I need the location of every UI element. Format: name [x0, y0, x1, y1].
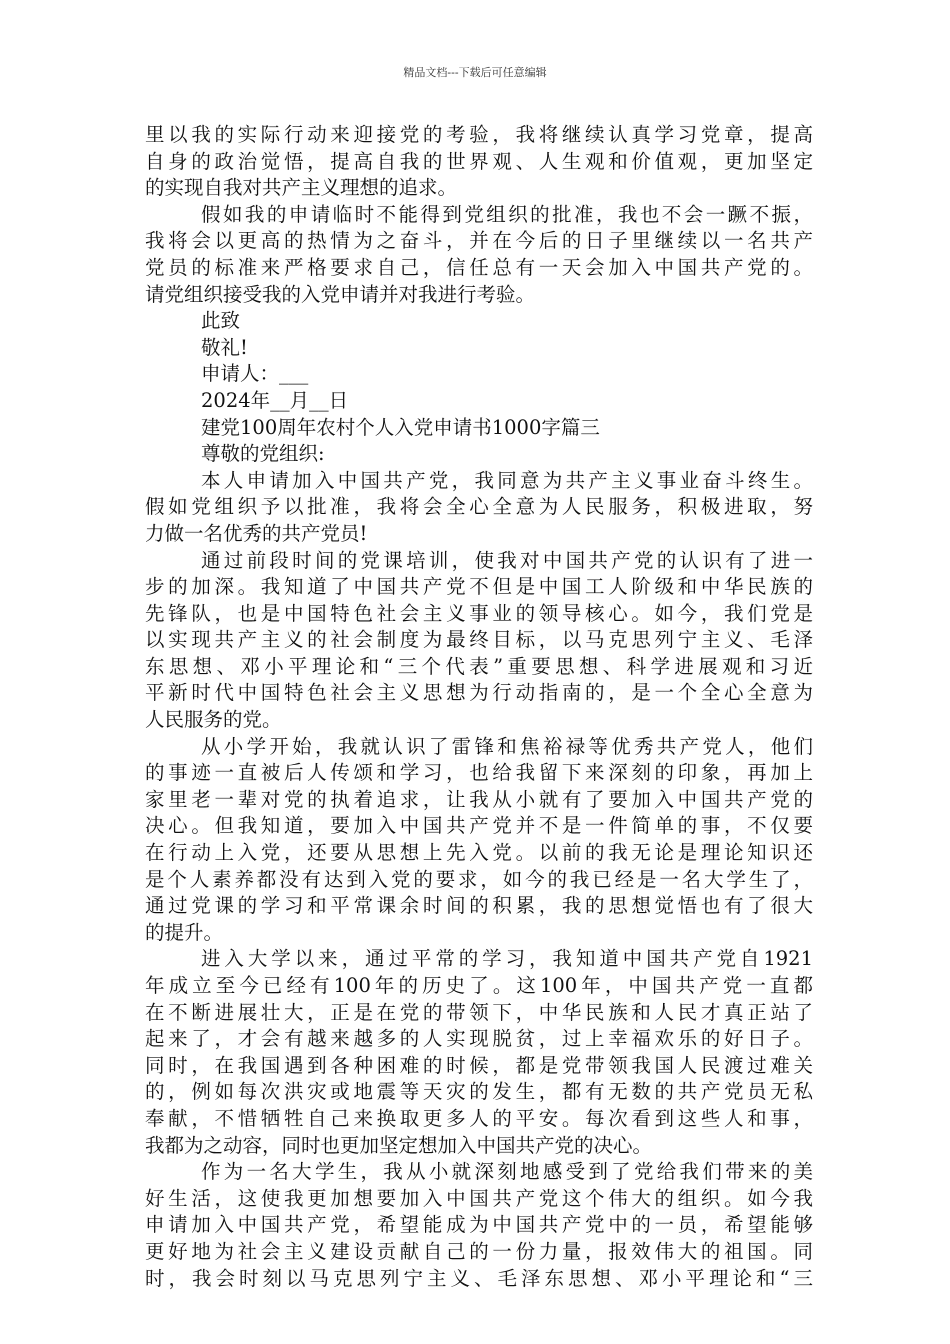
text-line: 先锋队，也是中国特色社会主义事业的领导核心。如今，我们党是 — [145, 601, 813, 625]
text-line: 自身的政治觉悟，提高自我的世界观、人生观和价值观，更加坚定 — [145, 149, 813, 173]
text-line: 申请人：___ — [201, 362, 309, 386]
text-line: 奉献，不惜牺牲自己来换取更多人的平安。每次看到这些人和事， — [145, 1106, 813, 1130]
text-line: 力做一名优秀的共产党员! — [145, 521, 368, 545]
text-line: 假如我的申请临时不能得到党组织的批准，我也不会一蹶不振， — [201, 202, 813, 226]
text-line: 党员的标准来严格要求自己，信任总有一天会加入中国共产党的。 — [145, 255, 813, 279]
text-line: 申请加入中国共产党，希望能成为中国共产党中的一员，希望能够 — [145, 1213, 813, 1237]
text-line: 里以我的实际行动来迎接党的考验，我将继续认真学习党章，提高 — [145, 123, 813, 146]
text-line: 东思想、邓小平理论和“三个代表”重要思想、科学进展观和习近 — [145, 654, 813, 678]
text-line: 请党组织接受我的入党申请并对我进行考验。 — [145, 282, 536, 306]
text-line: 在不断进展壮大，正是在党的带领下，中华民族和人民才真正站了 — [145, 1000, 813, 1024]
text-line: 通过党课的学习和平常课余时间的积累，我的思想觉悟也有了很大 — [145, 894, 813, 918]
text-line: 平新时代中国特色社会主义思想为行动指南的，是一个全心全意为 — [145, 681, 813, 705]
text-line: 是个人素养都没有达到入党的要求，如今的我已经是一名大学生了， — [145, 867, 813, 891]
document-body — [145, 122, 813, 1292]
text-line: 年成立至今已经有100年的历史了。这100年，中国共产党一直都 — [145, 974, 813, 997]
text-line: 我将会以更高的热情为之奋斗，并在今后的日子里继续以一名共产 — [145, 229, 813, 253]
text-line: 更好地为社会主义建设贡献自己的一份力量，报效伟大的祖国。同 — [145, 1239, 813, 1263]
text-line: 步的加深。我知道了中国共产党不但是中国工人阶级和中华民族的 — [145, 575, 813, 599]
text-line: 好生活，这使我更加想要加入中国共产党这个伟大的组织。如今我 — [145, 1186, 813, 1210]
text-line: 2024年__月__日 — [201, 388, 349, 412]
text-line: 家里老一辈对党的执着追求，让我从小就有了要加入中国共产党的 — [145, 787, 813, 811]
text-line: 的实现自我对共产主义理想的追求。 — [145, 176, 458, 200]
text-line: 进入大学以来，通过平常的学习，我知道中国共产党自1921 — [201, 947, 813, 971]
text-line: 决心。但我知道，要加入中国共产党并不是一件简单的事，不仅要 — [145, 814, 813, 838]
text-line: 人民服务的党。 — [145, 708, 282, 732]
text-line: 建党100周年农村个人入党申请书1000字篇三 — [201, 415, 600, 439]
text-line: 尊敬的党组织: — [201, 442, 325, 466]
text-line: 时，我会时刻以马克思列宁主义、毛泽东思想、邓小平理论和“三 — [145, 1266, 813, 1290]
text-line: 本人申请加入中国共产党，我同意为共产主义事业奋斗终生。 — [201, 468, 813, 492]
text-line: 从小学开始，我就认识了雷锋和焦裕禄等优秀共产党人，他们 — [201, 734, 813, 758]
text-line: 我都为之动容，同时也更加坚定想加入中国共产党的决心。 — [145, 1133, 653, 1157]
text-line: 起来了，才会有越来越多的人实现脱贫，过上幸福欢乐的好日子。 — [145, 1027, 813, 1051]
text-line: 假如党组织予以批准，我将会全心全意为人民服务，积极进取，努 — [145, 495, 813, 519]
text-line: 的事迹一直被后人传颂和学习，也给我留下来深刻的印象，再加上 — [145, 761, 813, 785]
text-line: 的提升。 — [145, 920, 224, 944]
text-line: 通过前段时间的党课培训，使我对中国共产党的认识有了进一 — [201, 548, 813, 572]
text-line: 同时，在我国遇到各种困难的时候，都是党带领我国人民渡过难关 — [145, 1053, 813, 1077]
text-line: 作为一名大学生，我从小就深刻地感受到了党给我们带来的美 — [201, 1160, 813, 1184]
text-line: 以实现共产主义的社会制度为最终目标，以马克思列宁主义、毛泽 — [145, 628, 813, 652]
text-line: 此致 — [201, 309, 241, 333]
text-line: 敬礼! — [201, 335, 248, 359]
page-header: 精品文档---下载后可任意编辑 — [403, 66, 547, 79]
text-line: 在行动上入党，还要从思想上先入党。以前的我无论是理论知识还 — [145, 841, 813, 865]
text-line: 的，例如每次洪灾或地震等天灾的发生，都有无数的共产党员无私 — [145, 1080, 813, 1104]
